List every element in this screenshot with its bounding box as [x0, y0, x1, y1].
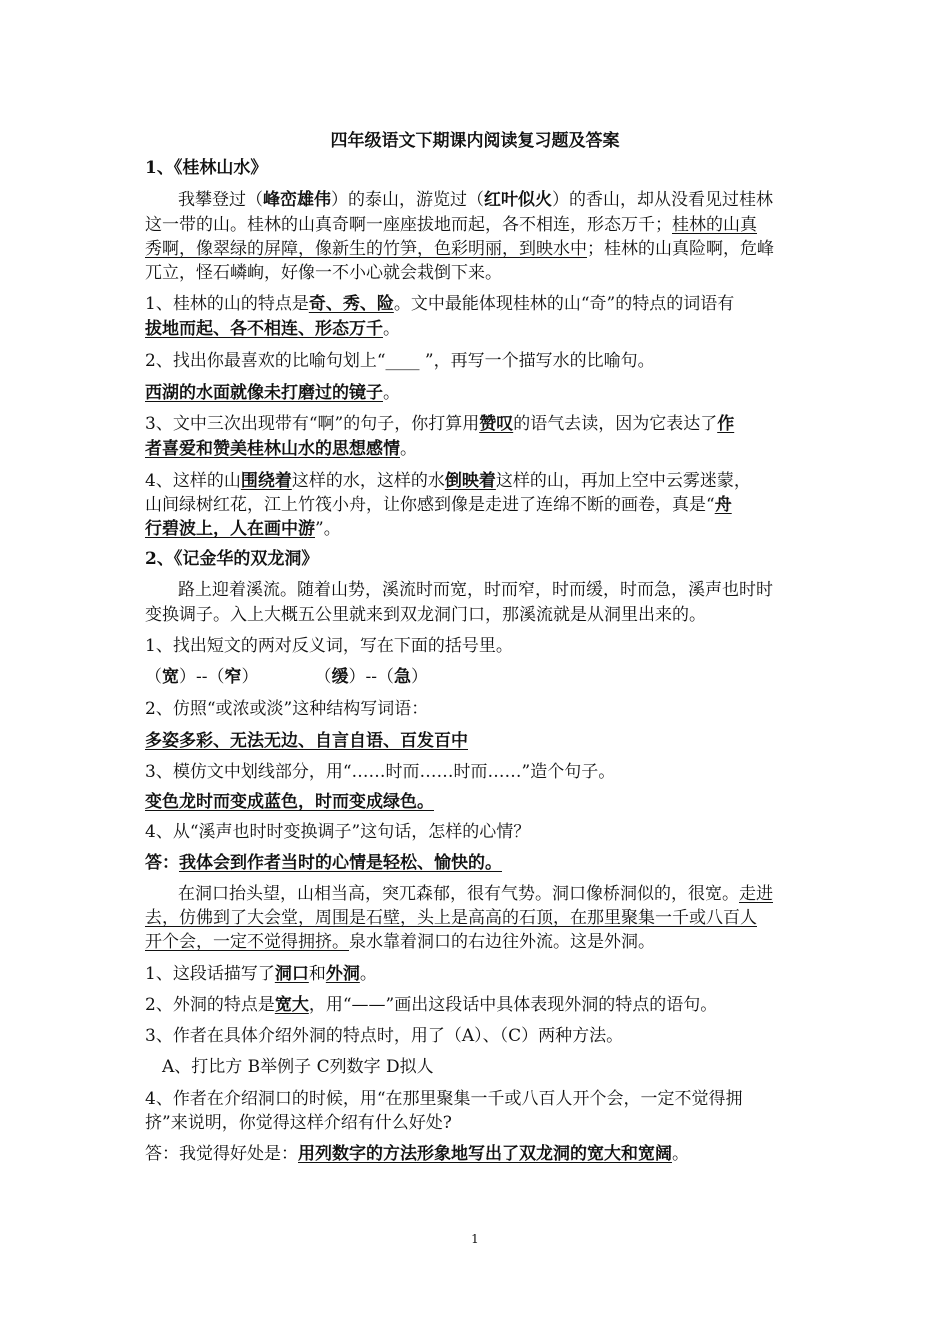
s2-passage2-line-3 — [145, 930, 810, 954]
s2-passage2-question-1 — [145, 962, 810, 986]
s2-passage-line-1: 路上迎着溪流。随着山势，溪流时而宽，时而窄，时而缓，时而急，溪声也时时 — [178, 580, 773, 600]
answer-span: 洞口 — [274, 964, 309, 984]
text-span: 答： — [145, 853, 179, 873]
text-span: 这样的山，再加上空中云雾迷蒙， — [495, 471, 751, 491]
answer-span: 变色龙时而变成蓝色，时而变成绿色。 — [145, 792, 434, 812]
answer-span: 行碧波上，人在画中游 — [145, 519, 315, 539]
s1-passage-line-2 — [145, 213, 810, 237]
text-span: ，用“——”画出这段话中具体表现外洞的特点的语句。 — [308, 995, 718, 1015]
answer-span: 多姿多彩、无法无边、自言自语、百发百中 — [145, 731, 468, 751]
answer-span: 奇、秀、险 — [308, 294, 394, 314]
s2-passage2-question-4-line-1: 4、作者在介绍洞口的时候，用“在那里聚集一千或八百人开个会，一定不觉得拥 — [145, 1089, 743, 1109]
s1-passage-line-4: 兀立，怪石嶙峋，好像一不小心就会栽倒下来。 — [145, 263, 502, 283]
text-span: 2、外洞的特点是 — [145, 995, 275, 1015]
text-span: （ — [145, 667, 162, 687]
text-span: 。 — [383, 319, 400, 339]
text-span: ）的泰山，游览过（ — [331, 190, 484, 210]
s2-question-3: 3、模仿文中划线部分，用“……时而……时而……”造个句子。 — [145, 762, 616, 782]
s2-passage2-line-1 — [178, 882, 810, 906]
text-span: 3、文中三次出现带有“啊”的句子，你打算用 — [145, 414, 480, 434]
answer-span: 倒映着 — [444, 471, 496, 491]
answer-span: 赞叹 — [479, 414, 514, 434]
text-span: ）--（ — [179, 667, 225, 687]
s1-question-4-line-1 — [145, 469, 810, 493]
s1-question-3 — [145, 412, 810, 436]
underlined-span: 去，仿佛到了大会堂，周围是石壁，头上是高高的石顶，在那里聚集一千或八百人 — [145, 908, 757, 928]
answer-span: 红叶似火 — [484, 190, 552, 210]
text-span: 1、桂林的山的特点是 — [145, 294, 309, 314]
text-span: ） — [411, 667, 428, 687]
s2-passage2-question-4-answer — [145, 1142, 810, 1166]
text-span: 山间绿树红花，江上竹筏小舟，让你感到像是走进了连绵不断的画卷，真是“ — [145, 495, 715, 515]
section-2-heading: 2、《记金华的双龙洞》 — [145, 549, 319, 569]
text-span: 这一带的山。桂林的山真奇啊一座座拔地而起，各不相连，形态万千； — [145, 215, 672, 235]
s1-question-2: 2、找出你最喜欢的比喻句划上“____ ”，再写一个描写水的比喻句。 — [145, 351, 655, 371]
s2-question-1-answer — [145, 665, 810, 689]
underlined-span: 秀啊，像翠绿的屏障，像新生的竹笋，色彩明丽，到映水中 — [145, 239, 587, 259]
text-span: 4、这样的山 — [145, 471, 241, 491]
s1-passage-line-1 — [178, 188, 810, 212]
s2-passage2-question-3: 3、作者在具体介绍外洞的特点时，用了（A）、（C）两种方法。 — [145, 1026, 624, 1046]
s2-question-2: 2、仿照“或浓或淡”这种结构写词语： — [145, 699, 429, 719]
answer-span: 舟 — [714, 495, 732, 515]
page-title: 四年级语文下期课内阅读复习题及答案 — [330, 131, 620, 151]
answer-span: 缓 — [331, 667, 349, 687]
text-span: ；桂林的山真险啊，危峰 — [587, 239, 774, 259]
s1-question-4-line-2 — [145, 493, 810, 517]
text-span: 。 — [400, 439, 417, 459]
answer-span: 宽大 — [274, 995, 309, 1015]
s1-question-1 — [145, 292, 810, 316]
text-span: 的语气去读，因为它表达了 — [513, 414, 718, 434]
text-span: 和 — [308, 964, 326, 984]
s2-question-1: 1、找出短文的两对反义词，写在下面的括号里。 — [145, 636, 513, 656]
answer-span: 峰峦雄伟 — [263, 190, 331, 210]
s2-question-4-answer — [145, 851, 810, 875]
answer-span: 宽 — [162, 667, 179, 687]
answer-span: 窄 — [224, 667, 242, 687]
text-span: ”。 — [315, 519, 341, 539]
s2-passage2-question-3-options: A、打比方 B举例子 C列数字 D拟人 — [162, 1057, 434, 1077]
answer-span: 围绕着 — [240, 471, 292, 491]
answer-span: 者喜爱和赞美桂林山水的思想感情 — [145, 439, 400, 459]
text-span: 我攀登过（ — [178, 190, 263, 210]
page-number: 1 — [471, 1232, 479, 1246]
text-span: 。文中最能体现桂林的山“奇”的特点的词语有 — [393, 294, 735, 314]
s2-passage2-question-4-line-2: 挤”来说明，你觉得这样介绍有什么好处? — [145, 1113, 452, 1133]
s1-question-4-line-3 — [145, 517, 810, 541]
s1-question-1-answer — [145, 317, 810, 341]
text-span: 这样的水，这样的水 — [291, 471, 445, 491]
text-span: 。 — [383, 383, 400, 403]
text-span: 。 — [672, 1144, 689, 1164]
text-span: 答：我觉得好处是： — [145, 1144, 298, 1164]
answer-span: 我体会到作者当时的心情是轻松、愉快的。 — [179, 853, 502, 873]
s2-passage2-line-2 — [145, 906, 810, 930]
s1-question-3-answer — [145, 437, 810, 461]
s2-question-3-answer — [145, 790, 810, 814]
s1-question-2-answer — [145, 381, 810, 405]
text-span: ）的香山，却从没看见过桂林 — [552, 190, 773, 210]
answer-span: 西湖的水面就像未打磨过的镜子 — [145, 383, 383, 403]
text-span: 1、这段话描写了 — [145, 964, 275, 984]
s2-question-4: 4、从“溪声也时时变换调子”这句话，怎样的心情？ — [145, 822, 531, 842]
text-span: ） — [241, 667, 259, 687]
s2-passage2-question-2 — [145, 993, 810, 1017]
answer-span: 用列数字的方法形象地写出了双龙洞的宽大和宽阔 — [298, 1144, 672, 1164]
text-span: 泉水靠着洞口的右边往外流。这是外洞。 — [349, 932, 655, 952]
answer-span: 急 — [394, 667, 411, 687]
text-span: 在洞口抬头望，山相当高，突兀森郁，很有气势。洞口像桥洞似的，很宽。 — [178, 884, 739, 904]
text-span: 。 — [359, 964, 377, 984]
text-span: （ — [314, 667, 332, 687]
answer-span: 外洞 — [325, 964, 360, 984]
underlined-span: 桂林的山真 — [672, 215, 757, 235]
text-span: ）--（ — [348, 667, 394, 687]
answer-span: 作 — [717, 414, 735, 434]
s2-question-2-answer — [145, 729, 810, 753]
underlined-span: 开个会，一定不觉得拥挤。 — [145, 932, 349, 952]
s2-passage-line-2: 变换调子。入上大概五公里就来到双龙洞门口，那溪流就是从洞里出来的。 — [145, 605, 706, 625]
s1-passage-line-3 — [145, 237, 810, 261]
answer-span: 拔地而起、各不相连、形态万千 — [145, 319, 383, 339]
section-1-heading: 1、《桂林山水》 — [145, 158, 268, 178]
underlined-span: 走进 — [739, 884, 773, 904]
